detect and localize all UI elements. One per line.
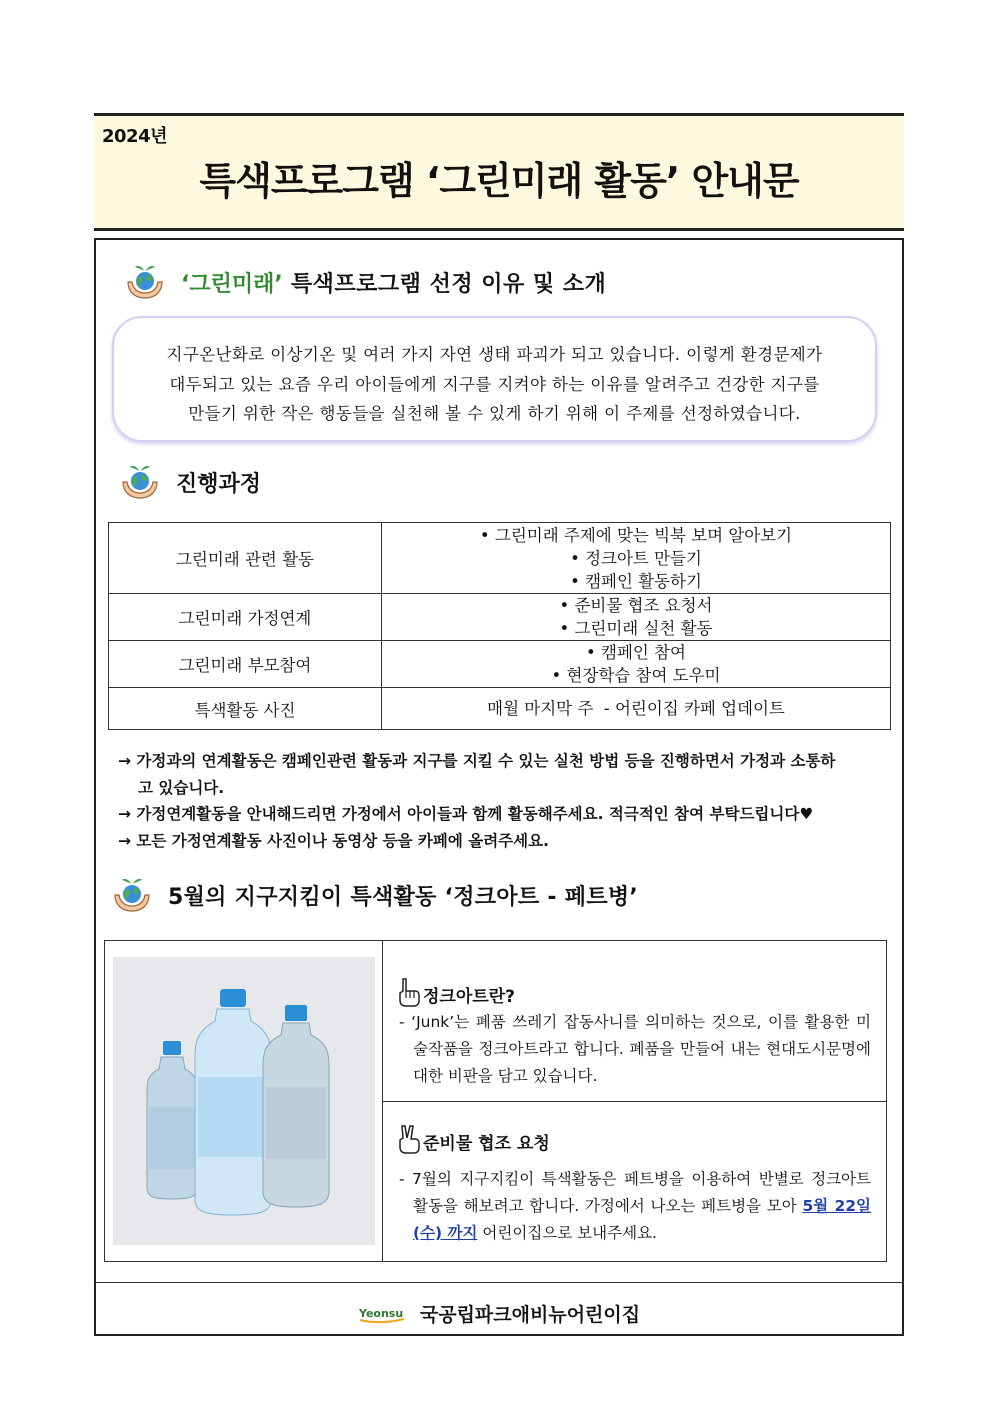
section-intro-highlight: ‘그린미래’: [181, 271, 283, 297]
globe-hands-icon: [112, 875, 152, 915]
intro-box: [112, 316, 877, 442]
row-items: [382, 523, 891, 594]
note-line: 고 있습니다.: [138, 778, 225, 797]
victory-hand-icon: [397, 1124, 421, 1154]
junk-art-text-wrap: [399, 1009, 871, 1090]
table-row: [109, 688, 891, 730]
table-row: [109, 641, 891, 688]
note-line: → 가정과의 연계활동은 캠페인관련 활동과 지구를 지킬 수 있는 실천 방법 등을 진행하면서 가정과 소통하: [118, 752, 836, 770]
footer-divider: [94, 1282, 904, 1283]
daycare-name: 국공립파크애비뉴어린이집: [419, 1304, 641, 1326]
row-label: 그린미래 가정연계: [109, 594, 382, 641]
section-may-title: 5월의 지구지킴이 특색활동 ‘정크아트 - 페트병’: [168, 884, 639, 910]
section-process-title: 진행과정: [176, 471, 262, 497]
intro-line: 지구온난화로 이상기온 및 여러 가지 자연 생태 파괴가 되고 있습니다. 이렇게 환경문제가: [166, 345, 823, 364]
logo-text: Yeonsu: [358, 1306, 404, 1320]
notes: [118, 748, 893, 854]
section-intro-title: 특색프로그램 선정 이유 및 소개: [282, 271, 607, 297]
table-row: [109, 523, 891, 594]
globe-hands-icon: [120, 462, 160, 502]
water-bottles-image: [113, 957, 375, 1245]
header-banner: [94, 113, 904, 231]
intro-line: 만들기 위한 작은 행동들을 실천해 볼 수 있게 하기 위해 이 주제를 선정하였습니다.: [188, 404, 801, 423]
supply-text-main: - 7월의 지구지킴이 특색활동은 페트병을 이용하여 반별로 정크아트 활동을 해보려고 합니다. 가정에서 나오는 페트병을 모아: [399, 1170, 871, 1215]
row-items: [382, 594, 891, 641]
list-item: • 그린미래 주제에 맞는 빅북 보며 알아보기: [479, 525, 793, 545]
row-label: 그린미래 관련 활동: [109, 523, 382, 594]
list-item: • 정크아트 만들기: [570, 548, 702, 568]
yeonsu-logo: [358, 1304, 406, 1324]
section-process-heading: [120, 462, 261, 502]
process-table: [108, 522, 891, 730]
supply-request-text: [399, 1166, 871, 1247]
junk-art-definition: [383, 941, 886, 1102]
photo-cell: [105, 941, 383, 1261]
row-items: [382, 641, 891, 688]
row-label: 그린미래 부모참여: [109, 641, 382, 688]
junk-art-box: [104, 940, 887, 1262]
list-item: • 캠페인 참여: [586, 643, 686, 662]
supply-request-heading: [397, 1124, 550, 1154]
row-label: 특색활동 사진: [109, 688, 382, 730]
deadline-date: 5월 22일(수) 까지: [413, 1197, 871, 1242]
intro-line: 대두되고 있는 요즘 우리 아이들에게 지구를 지켜야 하는 이유를 알려주고 건강한 지구를: [169, 374, 820, 394]
list-item: • 그린미래 실천 활동: [559, 619, 713, 638]
pointing-hand-icon: [397, 977, 421, 1007]
list-item: • 현장학습 참여 도우미: [551, 666, 721, 685]
supply-request-title: 준비물 협조 요청: [423, 1134, 550, 1154]
junk-art-text: - ‘Junk’는 폐품 쓰레기 잡동사니를 의미하는 것으로, 이를 활용한 미술작품을 정크아트라고 합니다. 폐품을 만들어 내는 현대도시문명에 대한 비판을 담고 있습니다.: [399, 1013, 871, 1085]
list-item: • 준비물 협조 요청서: [559, 596, 713, 615]
list-item: 매월 마지막 주 - 어린이집 카페 업데이트: [487, 699, 785, 718]
supply-request-text-wrap: [399, 1166, 871, 1247]
footer: [94, 1300, 904, 1327]
section-may-heading: [112, 875, 638, 915]
page-title: 특색프로그램 ‘그린미래 활동’ 안내문: [199, 159, 799, 203]
supply-text-end: 어린이집으로 보내주세요.: [477, 1224, 657, 1242]
note-line: → 가정연계활동을 안내해드리면 가정에서 아이들과 함께 활동해주세요. 적극적인 참여 부탁드립니다♥: [118, 805, 814, 823]
junk-art-title: 정크아트란?: [423, 987, 515, 1007]
supply-request: [383, 1102, 886, 1261]
year-label: 2024년: [102, 126, 167, 147]
junk-art-heading: [397, 977, 515, 1007]
section-intro-heading: [125, 262, 606, 302]
note-line: → 모든 가정연계활동 사진이나 동영상 등을 카페에 올려주세요.: [118, 831, 549, 850]
table-row: [109, 594, 891, 641]
bottles-photo: [113, 957, 375, 1245]
globe-hands-icon: [125, 262, 165, 302]
list-item: • 캠페인 활동하기: [570, 571, 702, 591]
row-items: [382, 688, 891, 730]
